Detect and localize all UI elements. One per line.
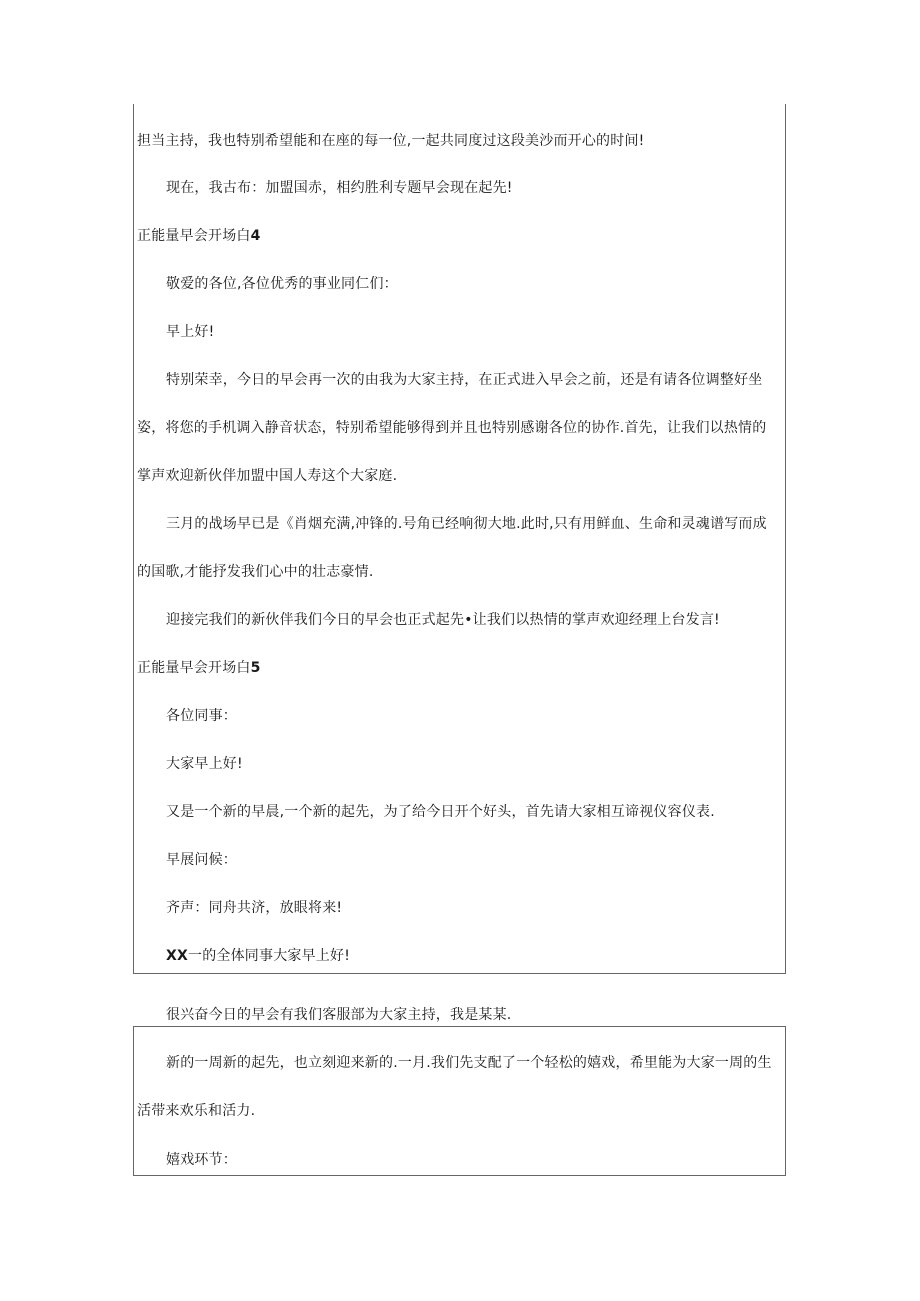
heading-4-text: 正能量早会开场白 [137, 228, 251, 244]
paragraph-welcome-manager: 迎接完我们的新伙伴我们今日的早会也正式起先•让我们以热情的掌声欢迎经理上台发言! [166, 612, 720, 628]
heading-5-number: 5 [250, 660, 261, 676]
section-heading-4 [137, 226, 261, 246]
paragraph-new-week-line-1: 新的一周新的起先，也立刻迎来新的.一月.我们先支配了一个轻松的嬉戏，希里能为大家一周的生 [166, 1055, 772, 1071]
heading-4-number: 4 [250, 228, 261, 244]
paragraph-new-morning: 又是一个新的早晨,一个新的起先，为了给今日开个好头，首先请大家相互谛视仪容仪表. [166, 804, 715, 820]
paragraph-honor-line-1: 特别荣幸，今日的早会再一次的由我为大家主持，在正式进入早会之前，还是有请各位调整好坐 [166, 372, 763, 388]
paragraph-salutation: 敬爱的各位,各位优秀的事业同仁们： [166, 276, 398, 292]
paragraph-honor-line-2: 姿，将您的手机调入静音状态，特别希望能够得到并且也特别感谢各位的协作.首先，让我们以热情的 [137, 420, 767, 436]
paragraph-good-morning: 早上好! [166, 324, 215, 340]
heading-5-text: 正能量早会开场白 [137, 660, 251, 676]
paragraph-hosting-line: 担当主持，我也特别希望能和在座的每一位,一起共同度过这段美沙而开心的时间! [137, 133, 645, 149]
all-staff-text: 一的全体同事大家早上好! [188, 948, 351, 964]
paragraph-morning-greeting: 大家早上好! [166, 756, 243, 772]
section-heading-5 [137, 658, 261, 678]
placeholder-xx: XX [166, 948, 188, 964]
paragraph-unison: 齐声：同舟共济，放眼将来! [166, 900, 343, 916]
paragraph-march-line-2: 的国歌,才能抒发我们心中的壮志豪情. [137, 564, 374, 580]
paragraph-game-section: 嬉戏环节： [166, 1152, 237, 1168]
paragraph-morning-greeting-label: 早展问候： [166, 852, 237, 868]
paragraph-honor-line-3: 掌声欢迎新伙伴加盟中国人寿这个大家庭. [137, 468, 398, 484]
paragraph-announce-start: 现在，我古布：加盟国赤，相约胜利专题早会现在起先! [166, 180, 513, 196]
paragraph-new-week-line-2: 活带来欢乐和活力. [137, 1103, 256, 1119]
paragraph-march-line-1: 三月的战场早已是《肖烟充满,冲锋的.号角已经响彻大地.此时,只有用鲜血、生命和灵魂谱写而成 [166, 516, 767, 532]
paragraph-all-staff [166, 946, 350, 966]
paragraph-colleagues: 各位同事： [166, 708, 237, 724]
paragraph-customer-service-host: 很兴奋今日的早会有我们客服部为大家主持，我是某某. [166, 1007, 512, 1023]
